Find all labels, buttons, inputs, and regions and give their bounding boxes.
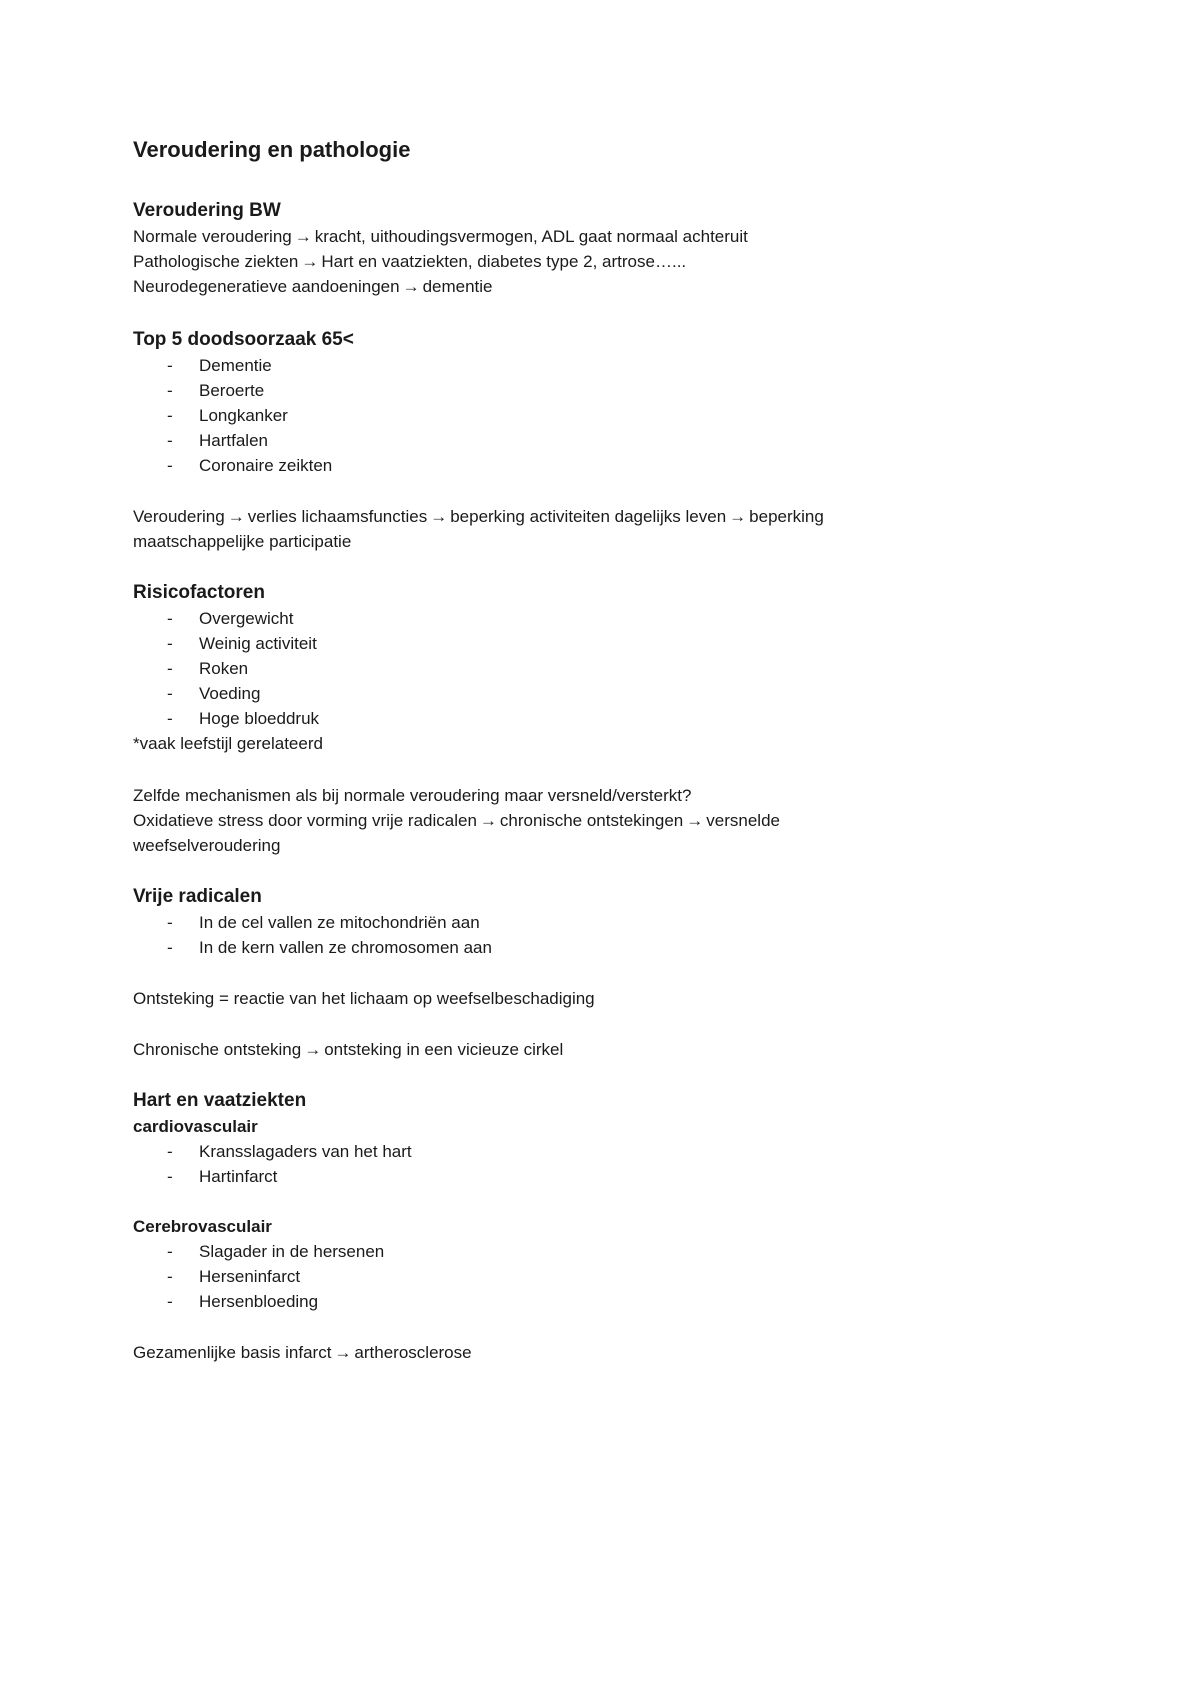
list-item-text: Roken xyxy=(199,659,249,678)
list-item-text: Voeding xyxy=(199,684,261,703)
section-heading-top5: Top 5 doodsoorzaak 65< xyxy=(133,329,354,350)
bullet-dash: - xyxy=(167,659,173,678)
subheading-cardiovasculair: cardiovasculair xyxy=(133,1117,258,1136)
list-item-text: Hoge bloeddruk xyxy=(199,709,320,728)
bullet-dash: - xyxy=(167,684,173,703)
text-span: Hart en vaatziekten, diabetes type 2, artrose…... xyxy=(321,252,687,271)
list-item-text: Overgewicht xyxy=(199,609,294,628)
bullet-dash: - xyxy=(167,381,173,400)
bullet-dash: - xyxy=(167,356,173,375)
list-item-text: Herseninfarct xyxy=(199,1267,301,1286)
bullet-dash: - xyxy=(167,456,173,475)
arrow-icon: → xyxy=(402,277,420,296)
bullet-dash: - xyxy=(167,406,173,425)
list-item-text: Hartfalen xyxy=(199,431,268,450)
text-line: Ontsteking = reactie van het lichaam op weefselbeschadiging xyxy=(133,989,595,1008)
text-line xyxy=(133,275,493,299)
text-line xyxy=(133,1038,563,1062)
list-item-text: Longkanker xyxy=(199,406,288,425)
bullet-dash: - xyxy=(167,938,173,957)
text-span: Veroudering xyxy=(133,507,225,526)
list-item-text: In de cel vallen ze mitochondriën aan xyxy=(199,913,480,932)
list-item-text: Weinig activiteit xyxy=(199,634,317,653)
list-item-text: Dementie xyxy=(199,356,272,375)
bullet-dash: - xyxy=(167,1267,173,1286)
text-span: verlies lichaamsfuncties xyxy=(247,507,428,526)
section-heading-risicofactoren: Risicofactoren xyxy=(133,582,265,603)
arrow-icon: → xyxy=(227,507,245,526)
bullet-dash: - xyxy=(167,634,173,653)
list-item-text: In de kern vallen ze chromosomen aan xyxy=(199,938,492,957)
section-heading-hart-vaatziekten: Hart en vaatziekten xyxy=(133,1090,307,1111)
text-line: Zelfde mechanismen als bij normale veroudering maar versneld/versterkt? xyxy=(133,786,692,805)
bullet-dash: - xyxy=(167,431,173,450)
text-line xyxy=(133,505,824,529)
arrow-icon: → xyxy=(729,507,747,526)
list-item-text: Coronaire zeikten xyxy=(199,456,333,475)
bullet-dash: - xyxy=(167,609,173,628)
text-line xyxy=(133,225,748,249)
arrow-icon: → xyxy=(334,1343,352,1362)
text-span: Normale veroudering xyxy=(133,227,292,246)
arrow-icon: → xyxy=(294,227,312,246)
subheading-cerebrovasculair: Cerebrovasculair xyxy=(133,1217,272,1236)
text-span: kracht, uithoudingsvermogen, ADL gaat normaal achteruit xyxy=(314,227,748,246)
text-span: dementie xyxy=(422,277,493,296)
bullet-dash: - xyxy=(167,1242,173,1261)
list-item-text: Hartinfarct xyxy=(199,1167,278,1186)
arrow-icon: → xyxy=(479,811,497,830)
arrow-icon: → xyxy=(304,1040,322,1059)
text-span: Chronische ontsteking xyxy=(133,1040,302,1059)
text-line xyxy=(133,809,780,833)
text-span: beperking xyxy=(749,507,824,526)
arrow-icon: → xyxy=(301,252,319,271)
text-span: artherosclerose xyxy=(354,1343,472,1362)
section-heading-veroudering-bw: Veroudering BW xyxy=(133,200,281,221)
list-item-text: Hersenbloeding xyxy=(199,1292,319,1311)
bullet-dash: - xyxy=(167,1167,173,1186)
text-span: Gezamenlijke basis infarct xyxy=(133,1343,332,1362)
bullet-dash: - xyxy=(167,1292,173,1311)
list-item-text: Kransslagaders van het hart xyxy=(199,1142,412,1161)
note-text: *vaak leefstijl gerelateerd xyxy=(133,734,323,753)
text-line xyxy=(133,1341,472,1365)
text-span: chronische ontstekingen xyxy=(499,811,684,830)
arrow-icon: → xyxy=(430,507,448,526)
text-line: weefselveroudering xyxy=(133,836,281,855)
section-heading-vrije-radicalen: Vrije radicalen xyxy=(133,886,262,907)
bullet-dash: - xyxy=(167,913,173,932)
text-span: ontsteking in een vicieuze cirkel xyxy=(324,1040,564,1059)
bullet-dash: - xyxy=(167,709,173,728)
list-item-text: Beroerte xyxy=(199,381,265,400)
arrow-icon: → xyxy=(686,811,704,830)
text-span: Oxidatieve stress door vorming vrije radicalen xyxy=(133,811,477,830)
document-title: Veroudering en pathologie xyxy=(133,137,411,162)
text-span: Neurodegeneratieve aandoeningen xyxy=(133,277,400,296)
text-span: beperking activiteiten dagelijks leven xyxy=(450,507,727,526)
text-line xyxy=(133,250,686,274)
text-line: maatschappelijke participatie xyxy=(133,532,352,551)
text-span: versnelde xyxy=(706,811,780,830)
list-item-text: Slagader in de hersenen xyxy=(199,1242,385,1261)
bullet-dash: - xyxy=(167,1142,173,1161)
text-span: Pathologische ziekten xyxy=(133,252,299,271)
